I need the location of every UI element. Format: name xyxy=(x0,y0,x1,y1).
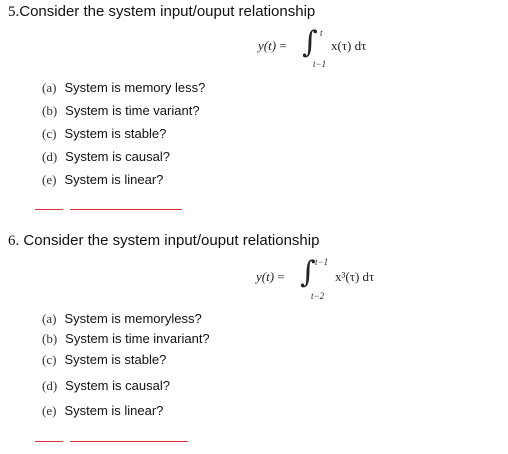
question-6-part-c xyxy=(42,352,166,368)
question-6-part-d xyxy=(42,378,170,394)
answer-line-long xyxy=(70,441,188,442)
part-text: System is memoryless? xyxy=(64,311,202,326)
part-text: System is stable? xyxy=(64,352,167,367)
integral-sign-icon: ∫ xyxy=(302,25,318,60)
answer-line-short xyxy=(35,441,63,442)
part-text: System is linear? xyxy=(64,403,164,418)
question-6-heading xyxy=(8,232,319,250)
part-letter: (d) xyxy=(42,149,58,164)
question-6-number: 6. xyxy=(8,233,20,249)
equation-lhs: y(t) xyxy=(258,38,277,53)
part-letter: (d) xyxy=(42,378,58,393)
part-letter: (c) xyxy=(42,126,57,141)
equation-lhs: y(t) xyxy=(256,269,275,284)
question-5-number: 5. xyxy=(8,4,20,20)
question-6-text: Consider the system input/ouput relationship xyxy=(23,232,320,249)
question-5-part-a xyxy=(42,80,205,96)
part-text: System is time invariant? xyxy=(65,331,210,346)
part-text: System is linear? xyxy=(64,172,164,187)
question-5-part-c xyxy=(42,126,166,142)
part-letter: (a) xyxy=(42,80,57,95)
part-letter: (b) xyxy=(42,331,58,346)
question-5-part-d xyxy=(42,149,170,165)
integral-upper-limit: t xyxy=(320,28,323,38)
equals-sign: = xyxy=(277,269,285,284)
answer-line-long xyxy=(70,209,182,210)
integral-lower-limit: t−1 xyxy=(313,59,327,69)
integral-lower-limit: t−2 xyxy=(311,291,325,301)
part-text: System is causal? xyxy=(65,378,170,393)
equals-sign: = xyxy=(279,38,287,53)
question-6-part-e xyxy=(42,403,163,419)
part-text: System is causal? xyxy=(65,149,170,164)
part-text: System is time variant? xyxy=(65,103,200,118)
part-letter: (e) xyxy=(42,403,57,418)
question-5-heading xyxy=(8,3,315,21)
part-letter: (a) xyxy=(42,311,57,326)
part-letter: (b) xyxy=(42,103,58,118)
question-6-part-a xyxy=(42,311,202,327)
integral-sign-icon: ∫ xyxy=(300,255,316,290)
part-letter: (e) xyxy=(42,172,57,187)
part-letter: (c) xyxy=(42,352,57,367)
question-5-text: Consider the system input/ouput relationship xyxy=(19,3,316,20)
answer-line-short xyxy=(35,209,63,210)
question-6-part-b xyxy=(42,331,210,347)
question-5-part-b xyxy=(42,103,200,119)
integral-upper-limit: t−1 xyxy=(315,257,329,267)
question-5-part-e xyxy=(42,172,163,188)
part-text: System is memory less? xyxy=(64,80,206,95)
part-text: System is stable? xyxy=(64,126,167,141)
equation-integrand: x³(τ) dτ xyxy=(335,269,375,284)
equation-integrand: x(τ) dτ xyxy=(331,38,367,53)
